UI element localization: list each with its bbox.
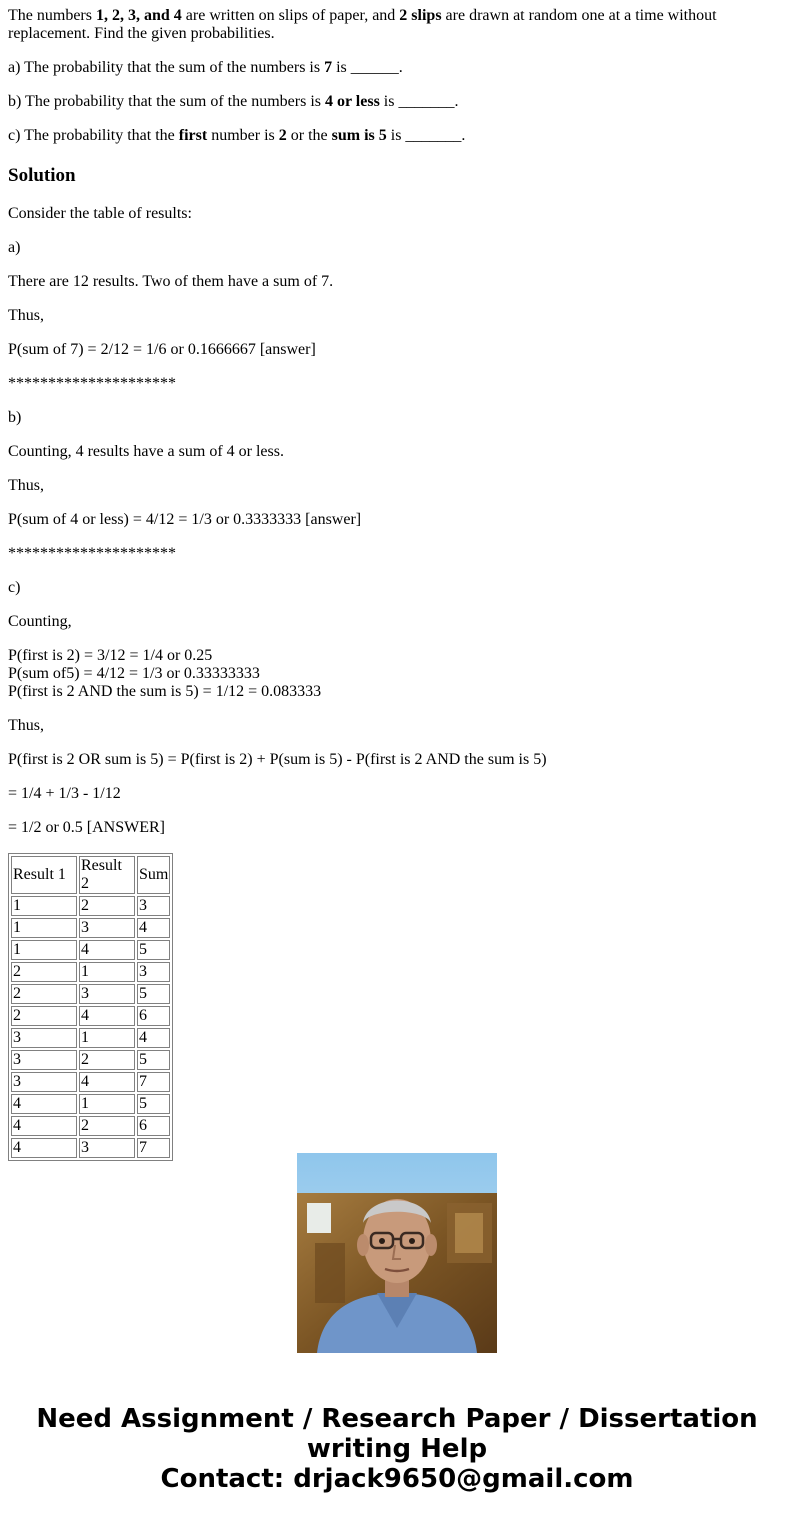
- table-header-row: [11, 856, 170, 894]
- separator: *********************: [8, 375, 176, 392]
- footer-contact: Contact: drjack9650@gmail.com: [160, 1464, 634, 1494]
- table-cell: 4: [11, 1094, 77, 1114]
- part-c-formula: P(first is 2 OR sum is 5) = P(first is 2) + P(sum is 5) - P(first is 2 AND the sum is 5): [8, 751, 547, 768]
- table-cell: 3: [137, 962, 170, 982]
- text-run: number is: [207, 127, 279, 144]
- table-row: [11, 962, 170, 982]
- part-a-thus: Thus,: [8, 307, 44, 324]
- text-run: b) The probability that the sum of the numbers is: [8, 93, 325, 110]
- part-b-thus: Thus,: [8, 477, 44, 494]
- part-c-answer: = 1/2 or 0.5 [ANSWER]: [8, 819, 166, 836]
- table-cell: 5: [137, 940, 170, 960]
- table-cell: 5: [137, 1094, 170, 1114]
- part-a-explanation: There are 12 results. Two of them have a sum of 7.: [8, 273, 334, 290]
- column-header-result-2: Result 2: [79, 856, 135, 894]
- part-b-label: b): [8, 409, 22, 426]
- text-run: are written on slips of paper, and: [181, 7, 400, 24]
- table-cell: 2: [79, 1116, 135, 1136]
- table-cell: 2: [79, 896, 135, 916]
- table-cell: 4: [79, 1006, 135, 1026]
- table-cell: 3: [11, 1050, 77, 1070]
- column-header-sum: Sum: [137, 856, 170, 894]
- table-cell: 1: [11, 918, 77, 938]
- text-run: is _______.: [379, 93, 459, 110]
- bold-text: 1, 2, 3, and 4: [95, 7, 182, 24]
- author-photo-icon: [297, 1153, 497, 1353]
- table-cell: 7: [137, 1072, 170, 1092]
- table-cell: 5: [137, 984, 170, 1004]
- part-b-explanation: Counting, 4 results have a sum of 4 or less.: [8, 443, 284, 460]
- footer-line-2: writing Help: [306, 1434, 488, 1464]
- part-a-label: a): [8, 239, 21, 256]
- column-header-result-1: Result 1: [11, 856, 77, 894]
- table-row: [11, 1006, 170, 1026]
- bold-text: 2: [278, 127, 287, 144]
- consider-text: Consider the table of results:: [8, 205, 192, 222]
- table-cell: 1: [11, 940, 77, 960]
- table-row: [11, 1138, 170, 1158]
- table-cell: 1: [79, 962, 135, 982]
- table-row: [11, 1116, 170, 1136]
- separator: *********************: [8, 545, 176, 562]
- table-cell: 4: [137, 1028, 170, 1048]
- table-cell: 2: [79, 1050, 135, 1070]
- table-cell: 3: [137, 896, 170, 916]
- part-a-answer: P(sum of 7) = 2/12 = 1/6 or 0.1666667 [answer]: [8, 341, 316, 358]
- bold-text: sum is 5: [331, 127, 387, 144]
- table-cell: 3: [11, 1072, 77, 1092]
- table-cell: 2: [11, 1006, 77, 1026]
- table-cell: 4: [11, 1116, 77, 1136]
- text-run: c) The probability that the: [8, 127, 179, 144]
- bold-text: 2 slips: [399, 7, 442, 24]
- table-row: [11, 1050, 170, 1070]
- text-run: is _______.: [386, 127, 466, 144]
- results-table-viewport: [8, 0, 178, 1156]
- table-cell: 1: [11, 896, 77, 916]
- table-cell: 3: [79, 918, 135, 938]
- table-cell: 2: [11, 962, 77, 982]
- table-cell: 1: [79, 1094, 135, 1114]
- table-cell: 6: [137, 1006, 170, 1026]
- table-cell: 7: [137, 1138, 170, 1158]
- part-c-thus: Thus,: [8, 717, 44, 734]
- table-cell: 4: [11, 1138, 77, 1158]
- table-cell: 4: [79, 1072, 135, 1092]
- author-avatar: [297, 1153, 497, 1353]
- part-c-counting: Counting,: [8, 613, 72, 630]
- table-row: [11, 1028, 170, 1048]
- table-body: [11, 896, 170, 1158]
- footer-line-1: Need Assignment / Research Paper / Dissertation: [36, 1404, 758, 1434]
- table-cell: 4: [79, 940, 135, 960]
- table-cell: 3: [79, 1138, 135, 1158]
- table-cell: 3: [11, 1028, 77, 1048]
- table-row: [11, 918, 170, 938]
- results-table: [8, 853, 173, 1161]
- table-cell: 6: [137, 1116, 170, 1136]
- table-cell: 2: [11, 984, 77, 1004]
- bold-text: 4 or less: [324, 93, 380, 110]
- part-c-step: = 1/4 + 1/3 - 1/12: [8, 785, 121, 802]
- part-b-answer: P(sum of 4 or less) = 4/12 = 1/3 or 0.3333333 [answer]: [8, 511, 362, 528]
- bold-text: first: [178, 127, 208, 144]
- table-row: [11, 1072, 170, 1092]
- text-run: The numbers: [8, 7, 96, 24]
- text-run: is ______.: [332, 59, 403, 76]
- table-row: [11, 940, 170, 960]
- table-row: [11, 984, 170, 1004]
- table-cell: 5: [137, 1050, 170, 1070]
- p-first-and-sum: P(first is 2 AND the sum is 5) = 1/12 = 0.083333: [8, 683, 322, 700]
- text-run: are drawn at random one at a time without replacement. Find the given probabilities.: [8, 7, 717, 42]
- footer-ad: [0, 1404, 794, 1494]
- text-run: or the: [286, 127, 332, 144]
- table-cell: 3: [79, 984, 135, 1004]
- table-cell: 1: [79, 1028, 135, 1048]
- bold-text: 7: [324, 59, 333, 76]
- solution-heading: Solution: [8, 165, 76, 186]
- table-cell: 4: [137, 918, 170, 938]
- text-run: a) The probability that the sum of the numbers is: [8, 59, 325, 76]
- part-c-label: c): [8, 579, 21, 596]
- table-row: [11, 896, 170, 916]
- p-first-is-2: P(first is 2) = 3/12 = 1/4 or 0.25: [8, 647, 213, 664]
- table-row: [11, 1094, 170, 1114]
- p-sum-of-5: P(sum of5) = 4/12 = 1/3 or 0.33333333: [8, 665, 260, 682]
